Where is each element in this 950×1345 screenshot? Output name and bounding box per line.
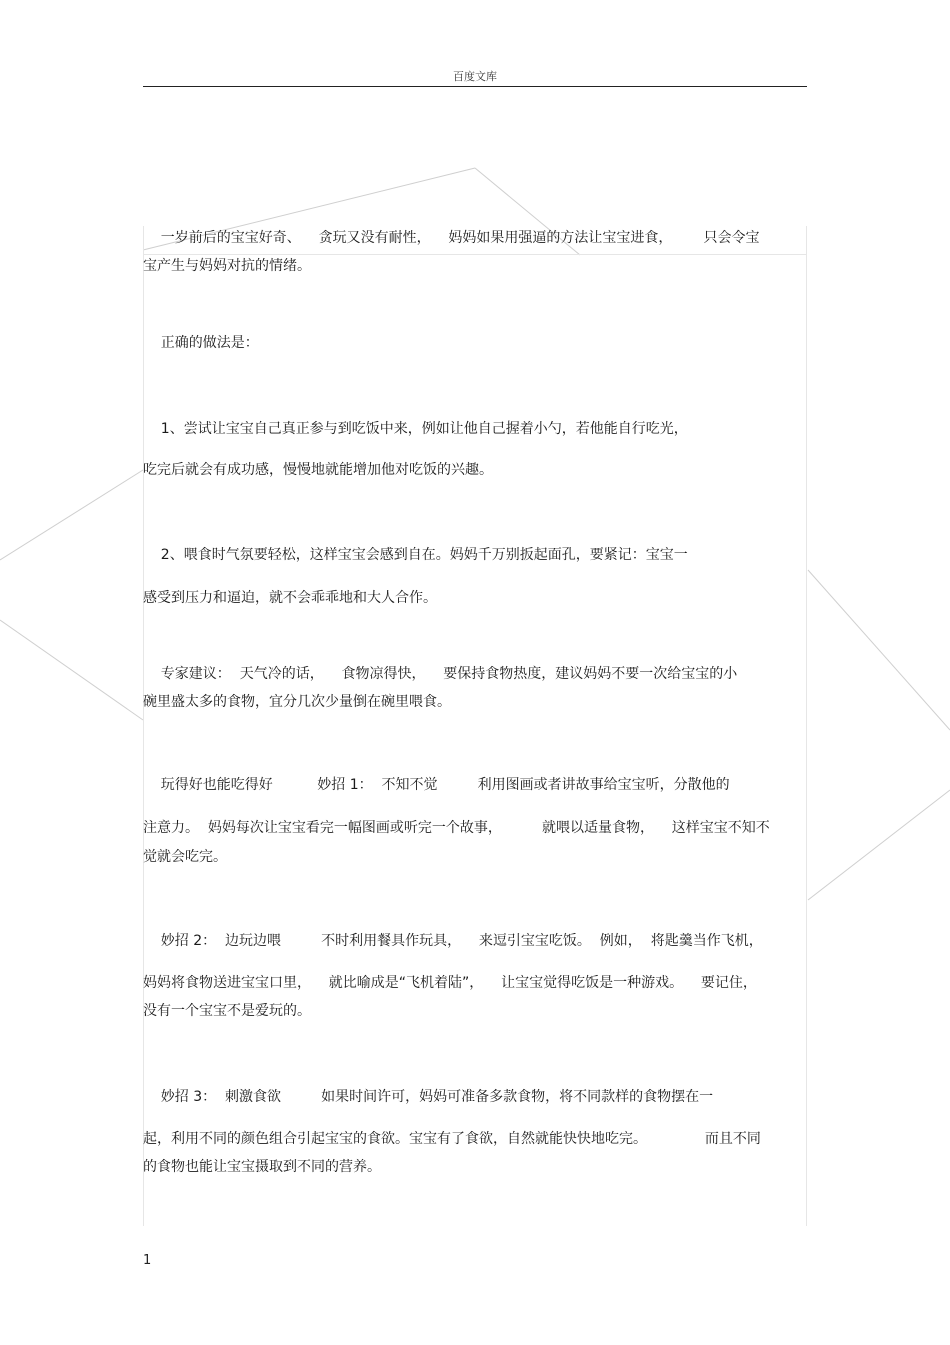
paragraph-line: 正确的做法是：: [143, 335, 259, 351]
paragraph-line: 2、喂食时气氛要轻松，这样宝宝会感到自在。妈妈千万别扳起面孔，要紧记：宝宝一: [143, 547, 688, 563]
paragraph-line: 吃完后就会有成功感，慢慢地就能增加他对吃饭的兴趣。: [143, 462, 493, 478]
paragraph-line: 起，利用不同的颜色组合引起宝宝的食欲。宝宝有了食欲，自然就能快快地吃完。 而且不同: [143, 1131, 761, 1147]
paragraph-line: 注意力。 妈妈每次让宝宝看完一幅图画或听完一个故事， 就喂以适量食物， 这样宝宝不知不: [143, 820, 770, 836]
paragraph-line: 玩得好也能吃得好 妙招 1： 不知不觉 利用图画或者讲故事给宝宝听，分散他的: [143, 777, 730, 793]
page-number: 1: [143, 1253, 152, 1268]
text-frame-right: [806, 226, 807, 1226]
paragraph-line: 专家建议： 天气冷的话， 食物凉得快， 要保持食物热度，建议妈妈不要一次给宝宝的小: [143, 666, 738, 682]
paragraph-line: 感受到压力和逼迫，就不会乖乖地和大人合作。: [143, 590, 437, 606]
header-title: 百度文库: [453, 70, 497, 83]
paragraph-line: 没有一个宝宝不是爱玩的。: [143, 1003, 311, 1019]
paragraph-line: 妙招 2： 边玩边喂 不时利用餐具作玩具， 来逗引宝宝吃饭。 例如， 将匙羹当作飞机，: [143, 933, 763, 949]
paragraph-line: 宝产生与妈妈对抗的情绪。: [143, 258, 311, 274]
paragraph-line: 碗里盛太多的食物，宜分几次少量倒在碗里喂食。: [143, 694, 451, 710]
paragraph-line: 妙招 3： 刺激食欲 如果时间许可，妈妈可准备多款食物，将不同款样的食物摆在一: [143, 1089, 714, 1105]
paragraph-line: 1、尝试让宝宝自己真正参与到吃饭中来，例如让他自己握着小勺，若他能自行吃光，: [143, 421, 688, 437]
header-rule: [143, 86, 807, 87]
paragraph-line: 觉就会吃完。: [143, 849, 227, 865]
text-frame-top: [143, 254, 807, 255]
paragraph-line: 一岁前后的宝宝好奇、 贪玩又没有耐性， 妈妈如果用强逼的方法让宝宝进食， 只会令宝: [143, 230, 760, 246]
paragraph-line: 妈妈将食物送进宝宝口里， 就比喻成是“飞机着陆”， 让宝宝觉得吃饭是一种游戏。 要记住，: [143, 975, 757, 991]
text-frame-left: [143, 226, 144, 1226]
paragraph-line: 的食物也能让宝宝摄取到不同的营养。: [143, 1159, 381, 1175]
